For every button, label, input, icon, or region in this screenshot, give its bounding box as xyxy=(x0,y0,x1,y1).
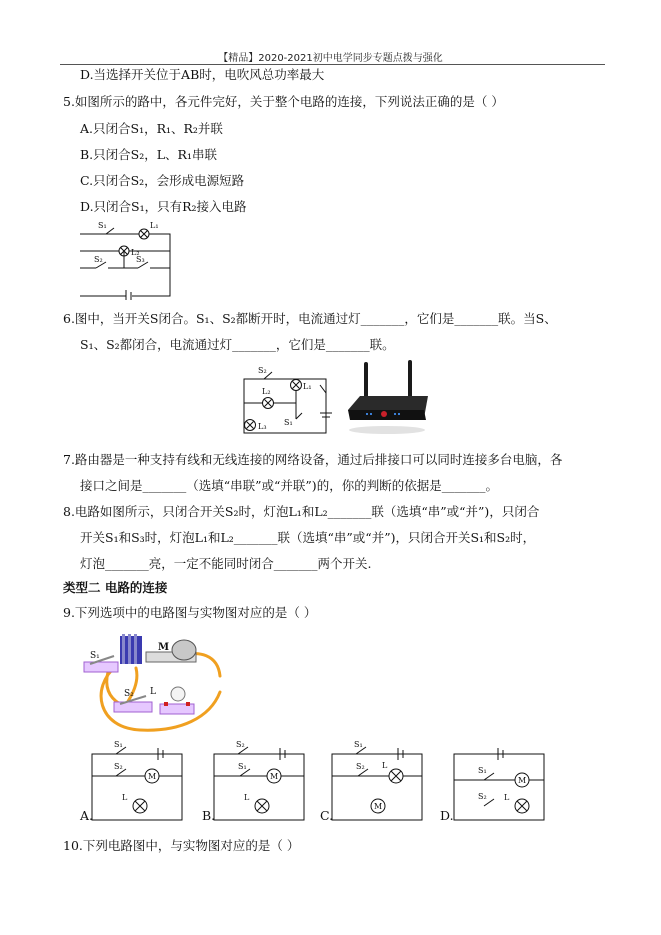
q8-stem-line2: 开关S₁和S₃时，灯泡L₁和L₂_______联（选填“串”或“并”)，只闭合开关S₁和S₂时， xyxy=(80,530,536,545)
label-l2: L₂ xyxy=(262,387,271,396)
label-l2: L₂ xyxy=(131,248,140,257)
q9-option-c-diagram xyxy=(318,738,430,826)
router-image xyxy=(344,356,430,442)
c-m: M xyxy=(374,802,383,811)
label-s1: S₁ xyxy=(284,418,293,427)
d-s1: S₁ xyxy=(478,766,487,775)
q7-stem-line1: 7.路由器是一种支持有线和无线连接的网络设备，通过后排接口可以同时连接多台电脑，各 xyxy=(63,452,563,467)
label-m: M xyxy=(158,642,170,653)
option-d-label: D. xyxy=(440,808,454,823)
d-l: L xyxy=(504,793,510,802)
a-s2: S₂ xyxy=(114,762,123,771)
page-header: 【精品】2020-2021初中电学同步专题点拨与强化 xyxy=(218,53,443,64)
label-s1: S₁ xyxy=(98,221,107,230)
q5-option-c: C.只闭合S₂，会形成电源短路 xyxy=(80,173,245,188)
q9-physical-circuit xyxy=(80,628,228,736)
label-s2: S₂ xyxy=(94,255,103,264)
q5-circuit-diagram xyxy=(76,218,176,300)
option-b-label: B. xyxy=(202,808,216,823)
q7-stem-line2: 接口之间是_______（选填“串联”或“并联”)的，你的判断的依据是_______。 xyxy=(80,478,498,493)
option-a-label: A. xyxy=(80,808,94,823)
label-l1: L₁ xyxy=(303,382,312,391)
section-title: 类型二 电路的连接 xyxy=(63,580,168,595)
q5-option-d: D.只闭合S₁，只有R₂接入电路 xyxy=(80,199,247,214)
b-s2: S₂ xyxy=(236,740,245,749)
b-s1: S₁ xyxy=(238,762,247,771)
label-s2: S₂ xyxy=(124,689,134,699)
label-s2: S₂ xyxy=(258,366,267,375)
q8-stem-line1: 8.电路如图所示，只闭合开关S₂时，灯泡L₁和L₂_______联（选填“串”或“并”)，只闭合 xyxy=(63,504,540,519)
label-l: L xyxy=(150,687,156,697)
label-s3: S₃ xyxy=(136,255,145,264)
a-m: M xyxy=(148,772,157,781)
c-s1: S₁ xyxy=(354,740,363,749)
a-l: L xyxy=(122,793,128,802)
b-m: M xyxy=(270,772,279,781)
q6-stem-line1: 6.图中，当开关S闭合。S₁、S₂都断开时，电流通过灯_______，它们是_______联。当S、 xyxy=(63,311,557,326)
c-s2: S₂ xyxy=(356,762,365,771)
label-l3: L₃ xyxy=(258,422,267,431)
q6-stem-line2: S₁、S₂都闭合，电流通过灯_______，它们是_______联。 xyxy=(80,337,395,352)
q4-option-d: D.当选择开关位于AB时，电吹风总功率最大 xyxy=(80,67,325,82)
q9-stem: 9.下列选项中的电路图与实物图对应的是（ ） xyxy=(63,605,317,620)
a-s1: S₁ xyxy=(114,740,123,749)
b-l: L xyxy=(244,793,250,802)
q10-stem: 10.下列电路图中，与实物图对应的是（ ） xyxy=(63,838,300,853)
q9-option-b-diagram xyxy=(200,738,312,826)
label-l1: L₁ xyxy=(150,221,159,230)
d-m: M xyxy=(518,776,527,785)
c-l: L xyxy=(382,761,388,770)
q5-option-b: B.只闭合S₂，L、R₁串联 xyxy=(80,147,217,162)
d-s2: S₂ xyxy=(478,792,487,801)
q9-option-d-diagram xyxy=(440,738,552,826)
q9-option-a-diagram xyxy=(78,738,190,826)
header-rule xyxy=(60,64,605,65)
q6-circuit-diagram xyxy=(236,363,336,441)
q8-stem-line3: 灯泡_______亮，一定不能同时闭合_______两个开关. xyxy=(80,556,372,571)
q5-option-a: A.只闭合S₁，R₁、R₂并联 xyxy=(80,121,223,136)
label-s1: S₁ xyxy=(90,651,100,661)
q5-stem: 5.如图所示的路中，各元件完好，关于整个电路的连接，下列说法正确的是（ ） xyxy=(63,94,504,109)
option-c-label: C. xyxy=(320,808,334,823)
